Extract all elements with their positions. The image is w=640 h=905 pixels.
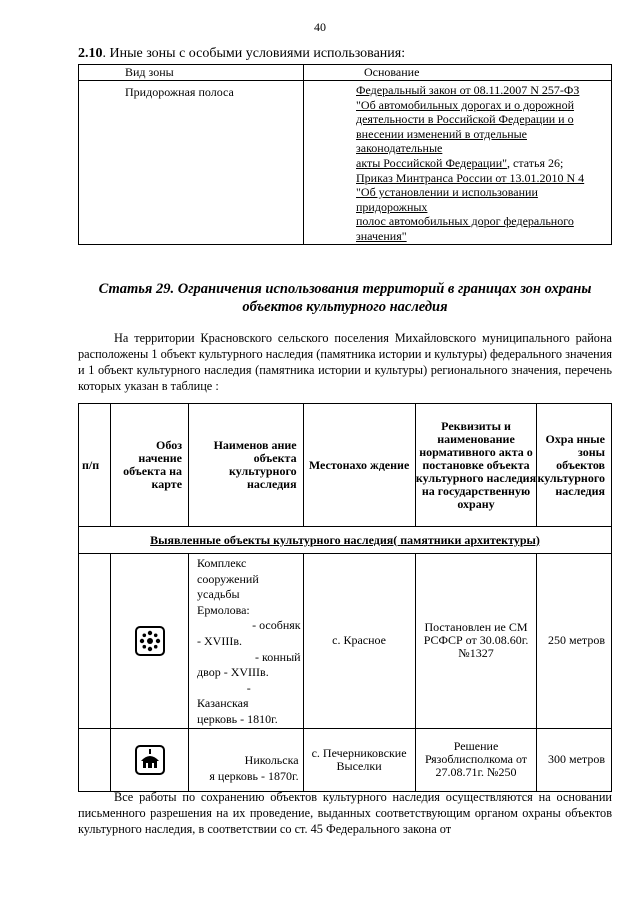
name-line: я церковь - 1870г. <box>209 768 299 783</box>
object-name-cell <box>189 728 304 791</box>
name-line: - конный <box>255 649 301 664</box>
article-title <box>80 280 610 316</box>
table-row <box>79 728 612 791</box>
col-header-name: Наименов ание объекта культурного наследия <box>189 404 304 527</box>
designation-cell <box>111 728 189 791</box>
col-header-location: Местонахо ждение <box>303 404 415 527</box>
table-row <box>79 81 612 245</box>
name-line: Комплекс <box>197 556 247 570</box>
section-number: 2.10 <box>78 46 103 61</box>
col-header-basis: Основание <box>304 65 612 81</box>
heritage-header-row <box>79 404 612 527</box>
location-cell: с. Красное <box>303 554 415 729</box>
protection-zone-cell: 250 метров <box>537 554 612 729</box>
special-zones-table <box>78 64 612 245</box>
name-line: Никольска <box>244 753 299 768</box>
group-row <box>79 527 612 554</box>
basis-line: значения" <box>356 228 407 243</box>
estate-complex-icon <box>135 626 165 656</box>
intro-paragraph-text: На территории Красновского сельского поселения Михайловского муниципального района расположены 1 объект культурного наследия (памятника истории и культуры) федерального значения и 1 объект культурного наследия (памятника истории и культуры) регионального значения, перечень которых указан в таблице : <box>78 331 612 393</box>
name-line: усадьбы <box>197 587 240 602</box>
closing-paragraph-text: Все работы по сохранению объектов культурного наследия осуществляются на основании письменного разрешения на их проведение, выданных соответствующим органом охраны объектов культурного наследия, в соответствии со ст. 45 Федерального закона от <box>78 790 612 836</box>
name-line: - особняк <box>252 618 301 633</box>
col-header-num: п/п <box>79 404 111 527</box>
requisites-cell: Решение Рязоблисполкома от 27.08.71г. №250 <box>415 728 537 791</box>
designation-cell <box>111 554 189 729</box>
object-name-cell <box>189 554 304 729</box>
closing-paragraph <box>78 789 612 837</box>
table-row <box>79 554 612 729</box>
basis-line: деятельности в Российской Федерации и о <box>356 112 574 127</box>
church-icon <box>135 745 165 775</box>
protection-zone-cell: 300 метров <box>537 728 612 791</box>
name-line: церковь - 1810г. <box>197 711 278 726</box>
basis-line: полос автомобильных дорог федерального <box>356 214 574 229</box>
name-line: сооружений <box>197 571 259 586</box>
group-title-cell <box>79 527 612 554</box>
name-line: Ермолова: <box>197 602 250 617</box>
basis-line-tail: , статья 26; <box>507 155 564 170</box>
basis-line: "Об автомобильных дорогах и о дорожной <box>356 97 575 112</box>
requisites-cell: Постановлен ие СМ РСФСР от 30.08.60г. №1327 <box>415 554 537 729</box>
name-line: Казанская <box>197 696 249 711</box>
col-header-zones: Охра нные зоны объектов культурного наследия <box>537 404 612 527</box>
col-header-designation: Обоз начение объекта на карте <box>111 404 189 527</box>
row-num <box>79 728 111 791</box>
basis-line: Федеральный закон от 08.11.2007 N 257-ФЗ <box>356 83 580 97</box>
row-num <box>79 554 111 729</box>
basis-line: внесении изменений в отдельные законодательные <box>356 126 527 156</box>
basis-line: акты Российской Федерации" <box>356 155 508 170</box>
zone-type-cell: Придорожная полоса <box>79 81 304 245</box>
basis-line: Приказ Минтранса России от 13.01.2010 N 4 <box>356 170 585 185</box>
location-cell: с. Печерниковские Выселки <box>303 728 415 791</box>
col-header-requisites: Реквизиты и наименование нормативного акта о постановке объекта культурного наследия на государственную охрану <box>415 404 537 527</box>
heritage-objects-table <box>78 403 612 792</box>
col-header-zone-type: Вид зоны <box>79 65 304 81</box>
group-title: Выявленные объекты культурного наследия( памятники архитектуры) <box>150 532 540 547</box>
article-title-line1: Статья 29. Ограничения использования территорий в границах зон охраны <box>98 281 592 297</box>
basis-line: "Об установлении и использовании придорожных <box>356 185 538 214</box>
name-line: - XVIIIв. <box>197 633 242 648</box>
basis-cell <box>304 81 612 245</box>
name-line: - <box>246 680 251 695</box>
section-heading <box>78 46 405 62</box>
page-number: 40 <box>314 20 326 34</box>
name-line: двор - XVIIIв. <box>197 665 269 680</box>
intro-paragraph <box>78 330 612 394</box>
article-title-line2: объектов культурного наследия <box>242 299 448 315</box>
section-title: . Иные зоны с особыми условиями использования: <box>102 46 406 61</box>
